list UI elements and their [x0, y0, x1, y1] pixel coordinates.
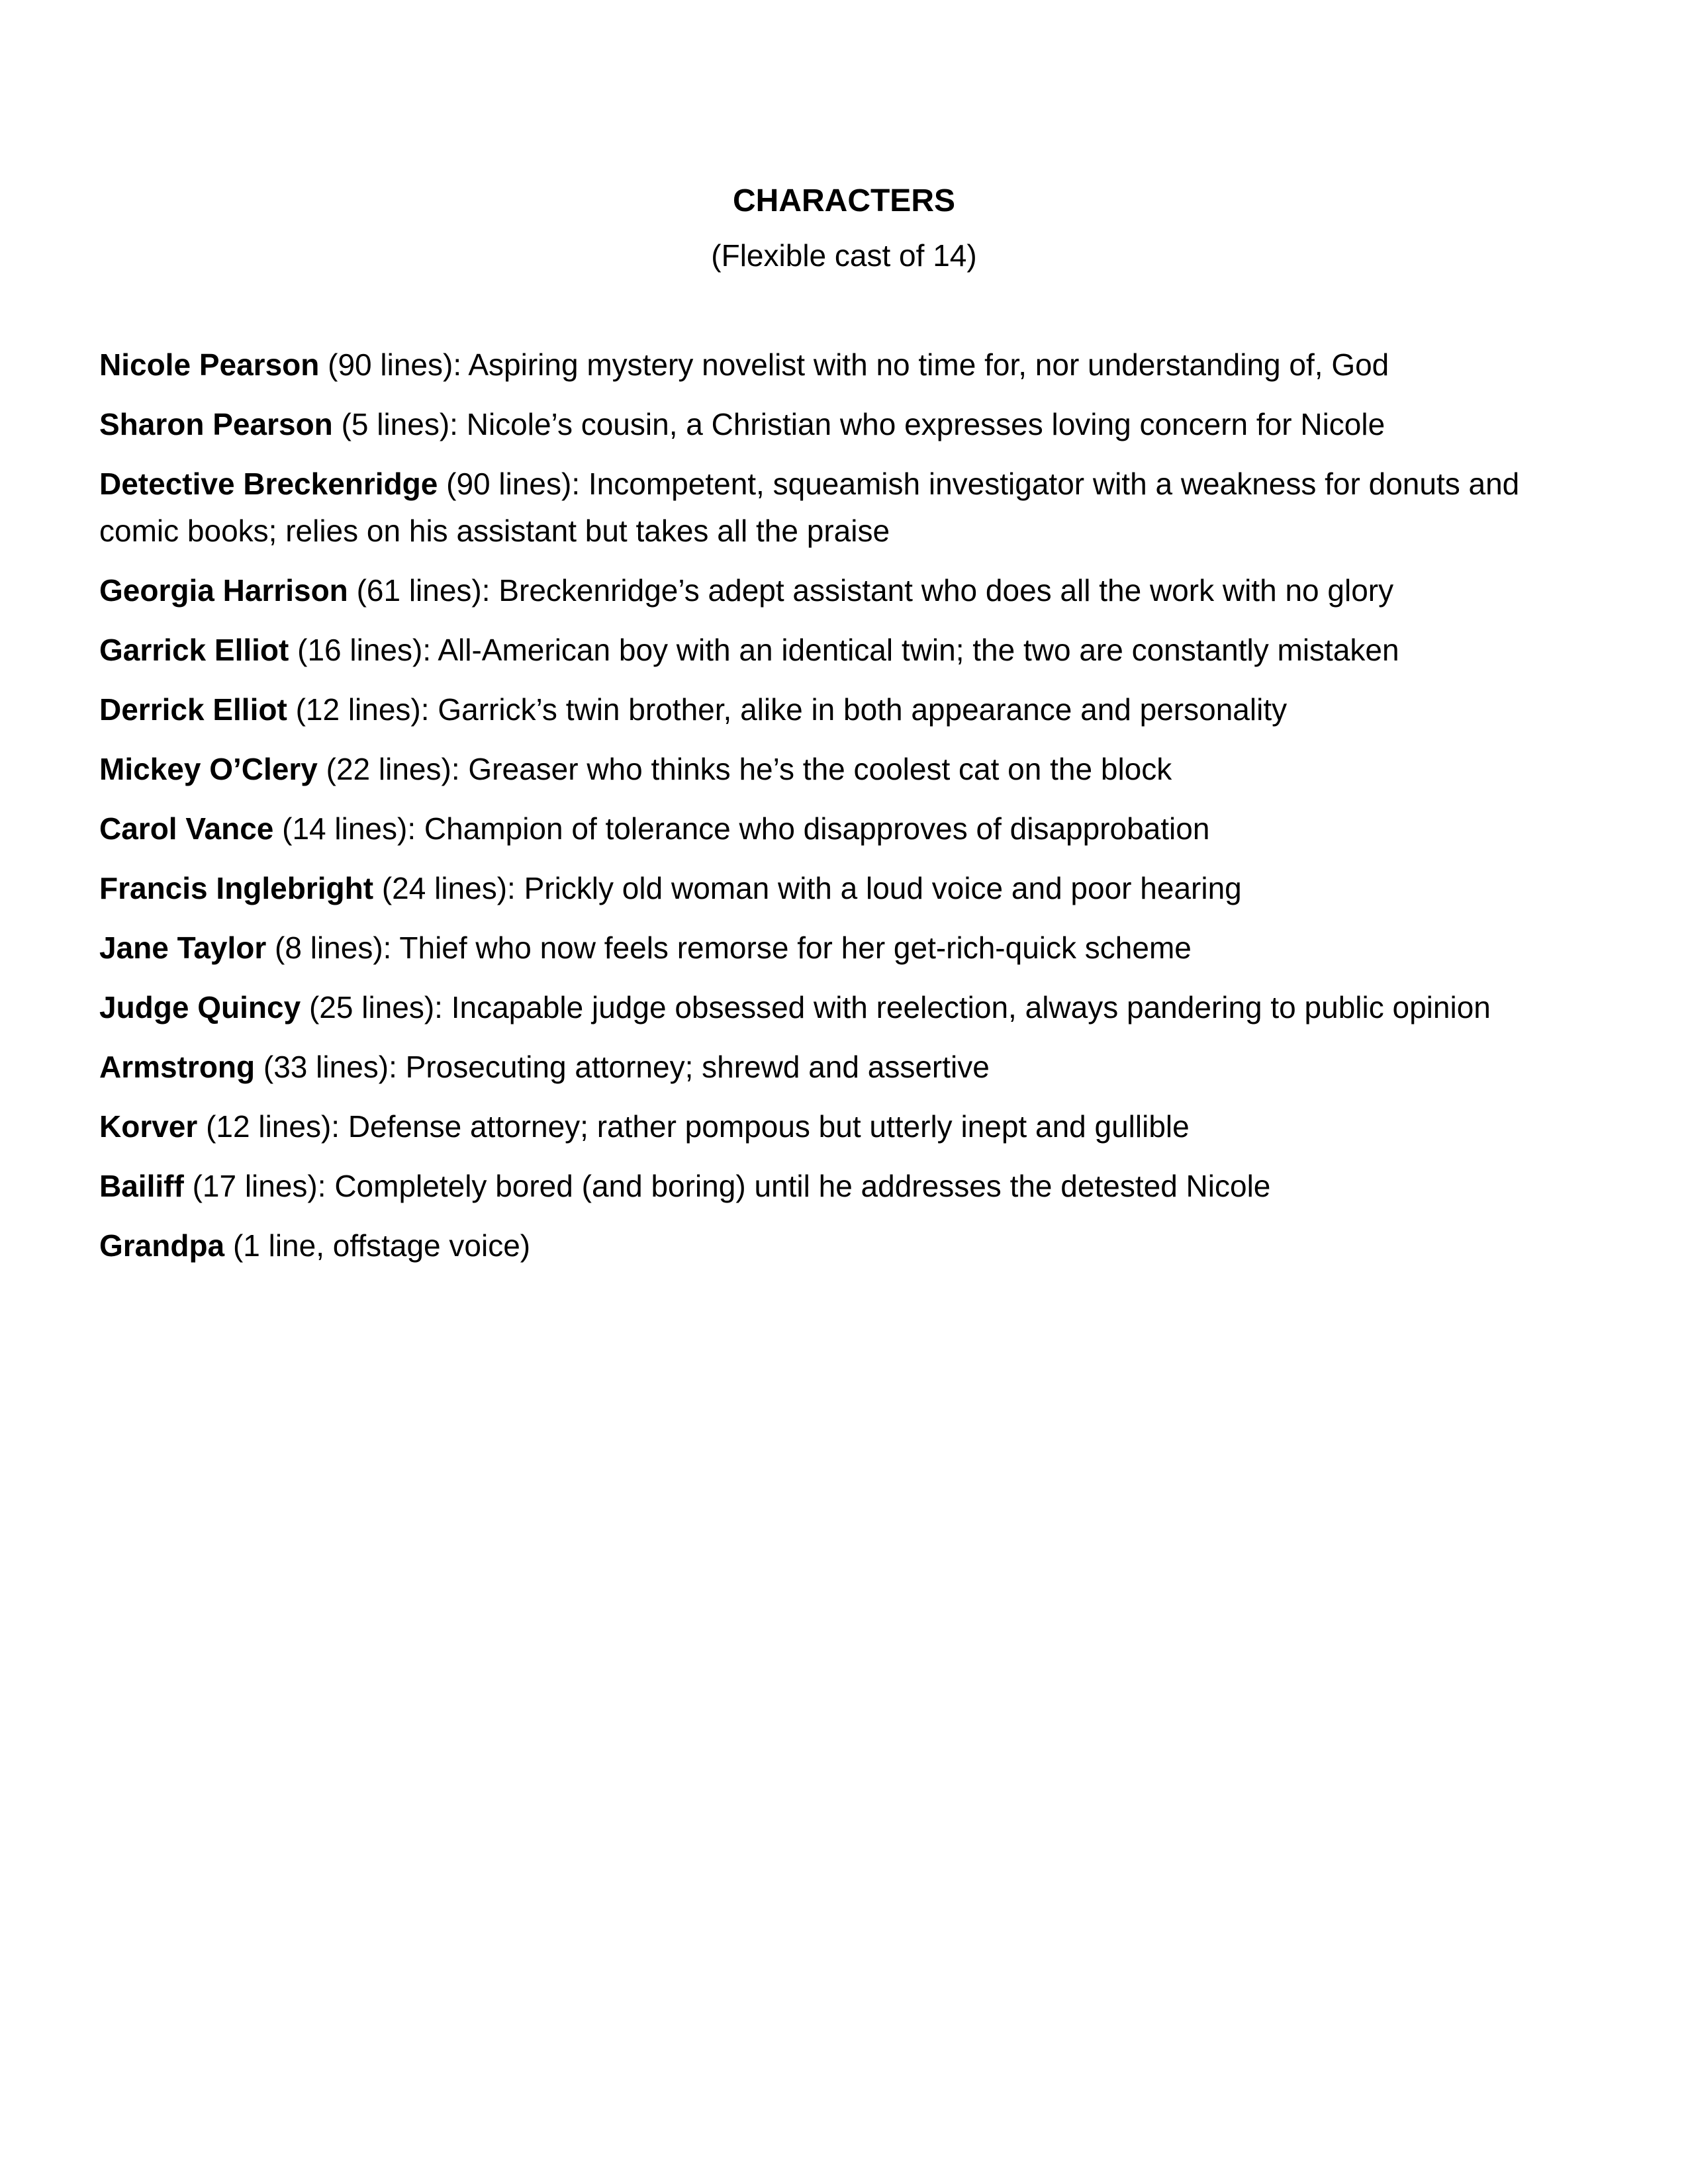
character-description: : Thief who now feels remorse for her get-rich-quick scheme — [383, 931, 1192, 965]
character-description: : All-American boy with an identical twin; the two are constantly mistaken — [422, 633, 1399, 667]
character-entry — [99, 627, 1589, 674]
character-line-count: (61 lines) — [356, 573, 482, 608]
character-name: Francis Inglebright — [99, 871, 374, 905]
page-title: CHARACTERS — [733, 183, 955, 218]
character-name: Carol Vance — [99, 811, 274, 846]
character-entry — [99, 984, 1589, 1031]
character-name: Bailiff — [99, 1169, 184, 1203]
character-line-count: (1 line, offstage voice) — [232, 1228, 531, 1263]
character-name: Grandpa — [99, 1228, 225, 1263]
character-description: : Champion of tolerance who disapproves of disapprobation — [407, 811, 1210, 846]
character-entry — [99, 461, 1589, 555]
character-list — [99, 341, 1589, 1282]
character-description: : Defense attorney; rather pompous but utterly inept and gullible — [331, 1109, 1190, 1144]
character-description: : Aspiring mystery novelist with no time for, nor understanding of, God — [453, 347, 1389, 382]
character-name: Mickey O’Clery — [99, 752, 318, 786]
character-name: Georgia Harrison — [99, 573, 348, 608]
character-name: Korver — [99, 1109, 198, 1144]
character-name: Judge Quincy — [99, 990, 301, 1024]
character-line-count: (25 lines) — [308, 990, 435, 1024]
character-entry — [99, 805, 1589, 852]
character-description: : Completely bored (and boring) until he addresses the detested Nicole — [317, 1169, 1271, 1203]
character-entry — [99, 1163, 1589, 1210]
cast-size-subtitle: (Flexible cast of 14) — [711, 238, 977, 273]
character-entry — [99, 567, 1589, 614]
character-line-count: (90 lines) — [446, 467, 572, 501]
character-description: : Prosecuting attorney; shrewd and assertive — [389, 1050, 990, 1084]
character-entry — [99, 341, 1589, 388]
character-line-count: (12 lines) — [295, 692, 421, 727]
character-entry — [99, 1103, 1589, 1150]
character-description: : Incompetent, squeamish investigator with a weakness for donuts and comic books; relies on his assistant but takes all the praise — [99, 467, 1520, 548]
character-entry — [99, 865, 1589, 912]
character-line-count: (17 lines) — [192, 1169, 318, 1203]
character-name: Derrick Elliot — [99, 692, 287, 727]
character-entry — [99, 686, 1589, 733]
character-line-count: (33 lines) — [263, 1050, 389, 1084]
character-line-count: (12 lines) — [206, 1109, 332, 1144]
character-entry — [99, 746, 1589, 793]
character-line-count: (22 lines) — [326, 752, 451, 786]
character-name: Detective Breckenridge — [99, 467, 438, 501]
character-name: Sharon Pearson — [99, 407, 333, 441]
character-entry — [99, 401, 1589, 448]
character-entry — [99, 1044, 1589, 1091]
character-description: : Nicole’s cousin, a Christian who expresses loving concern for Nicole — [449, 407, 1385, 441]
character-entry — [99, 1222, 1589, 1269]
character-name: Jane Taylor — [99, 931, 267, 965]
character-description: : Garrick’s twin brother, alike in both appearance and personality — [420, 692, 1288, 727]
character-name: Armstrong — [99, 1050, 256, 1084]
character-line-count: (24 lines) — [381, 871, 508, 905]
character-line-count: (8 lines) — [275, 931, 383, 965]
character-line-count: (90 lines) — [328, 347, 453, 382]
character-line-count: (14 lines) — [282, 811, 408, 846]
character-entry — [99, 925, 1589, 972]
character-line-count: (5 lines) — [341, 407, 450, 441]
character-description: : Incapable judge obsessed with reelection, always pandering to public opinion — [434, 990, 1491, 1024]
character-name: Nicole Pearson — [99, 347, 320, 382]
character-description: : Breckenridge’s adept assistant who does all the work with no glory — [481, 573, 1394, 608]
character-description: : Greaser who thinks he’s the coolest cat on the block — [451, 752, 1172, 786]
character-description: : Prickly old woman with a loud voice and poor hearing — [507, 871, 1242, 905]
character-name: Garrick Elliot — [99, 633, 289, 667]
character-line-count: (16 lines) — [297, 633, 423, 667]
